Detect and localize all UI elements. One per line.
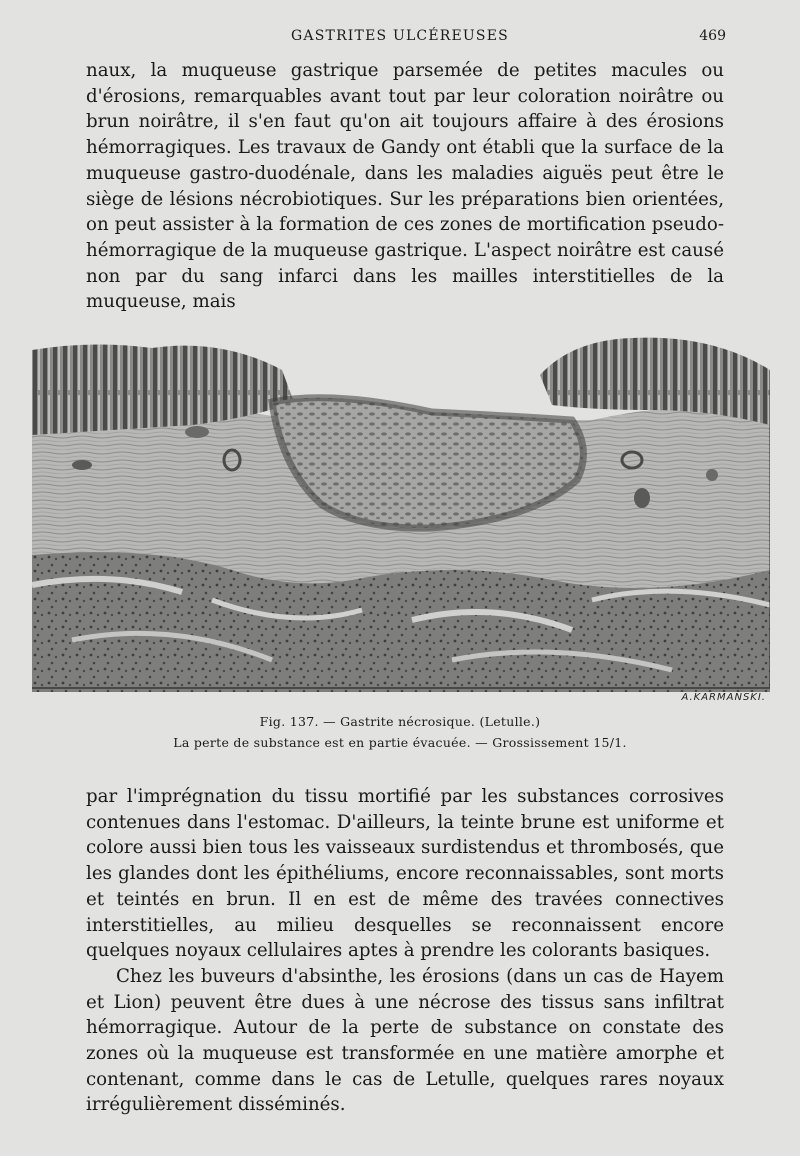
histology-figure [32, 330, 770, 702]
running-head [0, 26, 800, 48]
text-block-bottom [86, 784, 724, 1118]
figure-caption-detail: La perte de substance est en partie évacuée. — Grossissement 15/1. [173, 735, 627, 750]
engraver-signature: A.KARMANSKI. [681, 692, 766, 703]
paragraph-1: naux, la muqueuse gastrique parsemée de petites macules ou d'érosions, remarquables avant tout par leur coloration noirâtre ou brun noirâtre, il s'en faut qu'on ait toujours affaire à des érosions hémorragiques. Les travaux de Gandy ont établi que la surface de la muqueuse gastro-duodénale, dans les maladies aiguës peut être le siège de lésions nécrobiotiques. Sur les préparations bien orientées, on peut assister à la formation de ces zones de mortification pseudo-hémorragique de la muqueuse gastrique. L'aspect noirâtre est causé non par du sang infarci dans les mailles interstitielles de la muqueuse, mais [86, 60, 724, 313]
figure-caption-title: Fig. 137. — Gastrite nécrosique. (Letulle.) [259, 714, 541, 729]
page-number: 469 [699, 28, 726, 44]
paragraph-3: Chez les buveurs d'absinthe, les érosions (dans un cas de Hayem et Lion) peuvent être dues à une nécrose des tissus sans infiltrat hémorragique. Autour de la perte de substance on constate des zones où la muqueuse est transformée en une matière amorphe et contenant, comme dans le cas de Letulle, quelques rares noyaux irrégulièrement disséminés. [86, 965, 724, 1116]
text-block-top [86, 58, 724, 315]
running-title: GASTRITES ULCÉREUSES [291, 28, 509, 44]
gastritis-engraving [32, 330, 770, 692]
paragraph-2: par l'imprégnation du tissu mortifié par les substances corrosives contenues dans l'estomac. D'ailleurs, la teinte brune est uniforme et colore aussi bien tous les vaisseaux surdistendus et thrombosés, que les glandes dont les épithéliums, encore reconnaissables, sont morts et teintés en brun. Il en est de même des travées connectives interstitielles, au milieu desquelles se reconnaissent encore quelques noyaux cellulaires aptes à prendre les colorants basiques. [86, 786, 724, 962]
